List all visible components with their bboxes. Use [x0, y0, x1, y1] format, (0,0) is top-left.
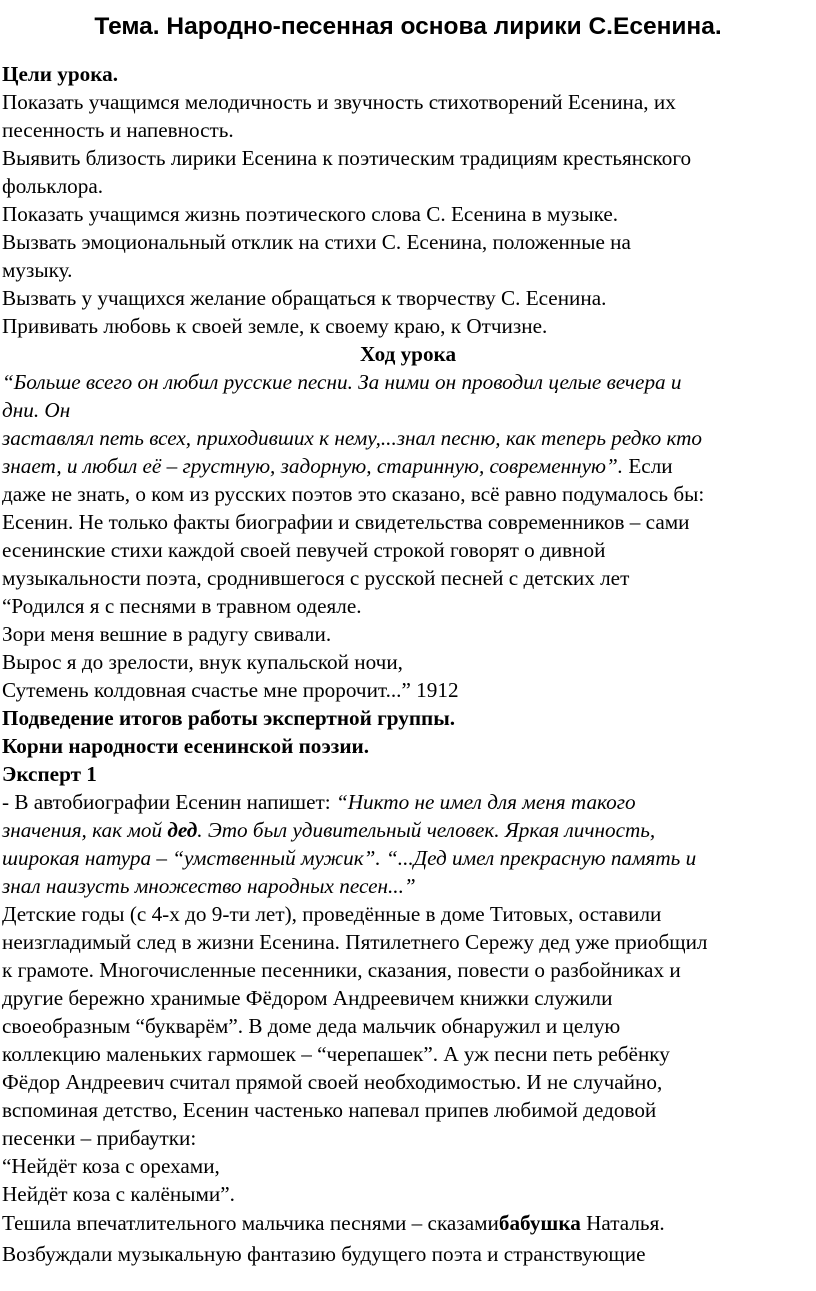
poem-line: Зори меня вешние в радугу свивали. — [2, 622, 332, 646]
childhood-line: другие бережно хранимые Фёдором Андреевичем книжки служили — [2, 986, 613, 1010]
goal-line: песенность и напевность. — [2, 118, 234, 142]
expert-line-part: . Это был удивительный человек. Яркая личность, — [197, 818, 656, 842]
summary-heading: Подведение итогов работы экспертной группы. — [2, 706, 456, 730]
goal-line: Показать учащимся жизнь поэтического слова С. Есенина в музыке. — [2, 202, 619, 226]
expert-heading: Эксперт 1 — [2, 762, 97, 786]
expert-quote-line: широкая натура – “умственный мужик”. “...Дед имел прекрасную память и — [2, 846, 697, 870]
childhood-line: вспоминая детство, Есенин частенько напевал припев любимой дедовой — [2, 1098, 657, 1122]
intro-line: Есенин. Не только факты биографии и свидетельства современников – сами — [2, 510, 690, 534]
expert-line-bold: дед — [167, 818, 198, 842]
goals-heading: Цели урока. — [2, 62, 119, 86]
quote-line: заставлял петь всех, приходивших к нему,...знал песню, как теперь редко кто — [2, 426, 702, 450]
grandma-prefix: Тешила впечатлительного мальчика песнями – сказами — [2, 1211, 499, 1235]
grandma-suffix: Наталья. — [580, 1211, 665, 1235]
document-body — [2, 60, 814, 1270]
goal-line: Вызвать эмоциональный отклик на стихи С. Есенина, положенные на — [2, 230, 631, 254]
ditty-line: Нейдёт коза с калёными”. — [2, 1182, 235, 1206]
quote-end-line — [2, 452, 814, 480]
quote-end: знает, и любил её – грустную, задорную, старинную, современную”. — [2, 454, 624, 478]
expert-line-part: значения, как мой — [2, 818, 168, 842]
lesson-heading: Ход урока — [359, 342, 457, 366]
intro-line: даже не знать, о ком из русских поэтов это сказано, всё равно подумалось бы: — [2, 482, 705, 506]
expert-line — [2, 816, 814, 844]
expert-line-prefix: - В автобиографии Есенин напишет: — [2, 790, 336, 814]
ditty-line: “Нейдёт коза с орехами, — [2, 1154, 220, 1178]
goal-line: музыку. — [2, 258, 73, 282]
childhood-line: неизгладимый след в жизни Есенина. Пятилетнего Сережу дед уже приобщил — [2, 930, 708, 954]
goal-line: Прививать любовь к своей земле, к своему краю, к Отчизне. — [2, 314, 548, 338]
childhood-line: Детские годы (с 4-х до 9-ти лет), проведённые в доме Титовых, оставили — [2, 902, 662, 926]
quote-after: Если — [623, 454, 673, 478]
roots-heading: Корни народности есенинской поэзии. — [2, 734, 370, 758]
goal-line: фольклора. — [2, 174, 104, 198]
intro-line: музыкальности поэта, сроднившегося с русской песней с детских лет — [2, 566, 630, 590]
childhood-line: песенки – прибаутки: — [2, 1126, 197, 1150]
childhood-line: к грамоте. Многочисленные песенники, сказания, повести о разбойниках и — [2, 958, 681, 982]
childhood-line: Фёдор Андреевич считал прямой своей необходимостью. И не случайно, — [2, 1070, 663, 1094]
expert-line — [2, 788, 814, 816]
poem-line: “Родился я с песнями в травном одеяле. — [2, 594, 362, 618]
expert-quote-line: знал наизусть множество народных песен...” — [2, 874, 416, 898]
intro-line: есенинские стихи каждой своей певучей строкой говорят о дивной — [2, 538, 606, 562]
expert-line-quote: “Никто не имел для меня такого — [335, 790, 636, 814]
last-line: Возбуждали музыкальную фантазию будущего поэта и странствующие — [2, 1242, 646, 1266]
goal-line: Выявить близость лирики Есенина к поэтическим традициям крестьянского — [2, 146, 692, 170]
childhood-line: коллекцию маленьких гармошек – “черепашек”. А уж песни петь ребёнку — [2, 1042, 670, 1066]
grandma-line — [2, 1208, 814, 1239]
quote-line: дни. Он — [2, 398, 71, 422]
goal-line: Показать учащимся мелодичность и звучность стихотворений Есенина, их — [2, 90, 676, 114]
poem-line: Сутемень колдовная счастье мне пророчит...” 1912 — [2, 678, 459, 702]
grandma-bold: бабушка — [498, 1211, 581, 1235]
page-title: Тема. Народно-песенная основа лирики С.Есенина. — [94, 13, 722, 40]
childhood-line: своеобразным “букварём”. В доме деда мальчик обнаружил и целую — [2, 1014, 621, 1038]
quote-line: “Больше всего он любил русские песни. За ними он проводил целые вечера и — [2, 370, 682, 394]
poem-line: Вырос я до зрелости, внук купальской ночи, — [2, 650, 403, 674]
goal-line: Вызвать у учащихся желание обращаться к творчеству С. Есенина. — [2, 286, 607, 310]
